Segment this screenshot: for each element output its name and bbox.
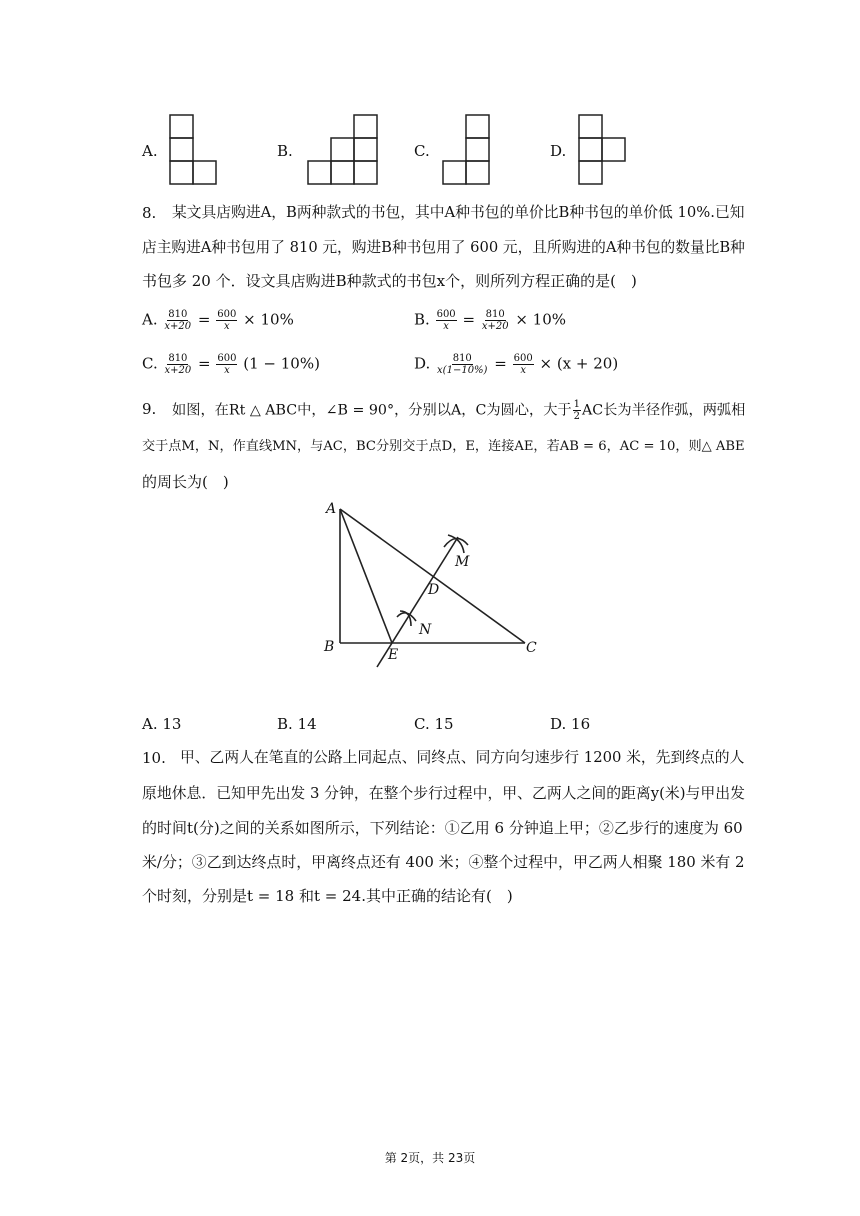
point-c-label: C [526,640,537,656]
q10-line-5: 个时刻，分别是t = 18 和t = 24.其中正确的结论有( ) [142,887,513,905]
q9-option-d: D. 16 [550,715,591,733]
q7-option-b-figure [304,113,380,187]
q10-line-2: 原地休息．已知甲先出发 3 分钟，在整个步行过程中，甲、乙两人之间的距离y(米)与甲出发 [142,784,745,802]
fraction-denominator: x+20 [164,321,192,332]
q10-line-3: 的时间t(分)之间的关系如图所示，下列结论：①乙用 6 分钟追上甲；②乙步行的速度为 60 [142,819,743,837]
fraction-denominator: x [224,365,230,376]
fraction-denominator: x [224,321,230,332]
q8-option-b-fraction-2 [481,309,510,332]
q7-option-c-label: C. [414,142,430,160]
fraction-denominator: x+20 [481,321,509,332]
fraction-denominator: x+20 [164,365,192,376]
q8-option-d-fraction-2 [513,353,534,376]
q8-option-c [142,353,320,376]
q10-line-4: 米/分；③乙到达终点时，甲离终点还有 400 米；④整个过程中，甲乙两人相聚 180 米有 2 [142,853,745,871]
q8-line-1: 某文具店购进A，B两种款式的书包，其中A种书包的单价比B种书包的单价低 10%.已知 [172,204,745,221]
q8-option-b [414,309,566,332]
q7-option-d-label: D. [550,142,567,160]
page-footer: 第 2页，共 23页 [384,1151,476,1165]
q8-line-3: 书包多 20 个．设文具店购进B种款式的书包x个，则所列方程正确的是( ) [142,272,637,290]
one-half-fraction [573,399,581,422]
q9-option-c: C. 15 [414,715,454,733]
fraction-denominator: x(1−10%) [437,365,488,376]
q8-option-a-label: A. [142,310,158,329]
fraction-numerator: 600 [217,309,237,320]
q8-option-b-label: B. [414,310,430,329]
point-m-label: M [455,554,470,570]
q9-triangle-figure [318,495,548,673]
q9-line-1-part-1: 如图，在Rt △ ABC中，∠B = 90°，分别以A，C为圆心，大于 [172,402,572,419]
q8-option-a-fraction-1 [163,309,192,332]
segment-ac [340,509,525,643]
fraction-numerator: 810 [168,309,188,320]
q8-option-c-tail: (1 − 10%) [243,354,320,373]
q9-line-2: 交于点M，N，作直线MN，与AC，BC分别交于点D，E，连接AE，若AB = 6，AC = 10，则△ ABE [142,439,745,454]
q8-option-c-label: C. [142,354,158,373]
q8-option-d-label: D. [414,354,431,373]
q10-line-1: 甲、乙两人在笔直的公路上同起点、同终点、同方向匀速步行 1200 米，先到终点的人 [180,749,745,766]
q9-number: 9. [142,400,157,418]
point-b-label: B [324,639,335,655]
q9-option-b: B. 14 [277,715,317,733]
equals-sign: = [197,310,211,329]
q7-option-c-figure [441,113,493,187]
fraction-numerator: 810 [452,353,472,364]
point-n-label: N [419,622,432,638]
fraction-denominator: 2 [573,411,581,422]
fraction-numerator: 600 [217,353,237,364]
q9-line-1 [172,399,745,422]
q7-option-b-label: B. [277,142,293,160]
q7-option-d-figure [577,113,629,187]
fraction-numerator: 1 [573,399,581,410]
q8-option-a-tail: × 10% [243,310,294,329]
q8-option-d [414,353,618,376]
q8-option-a-fraction-2 [216,309,237,332]
q8-option-c-fraction-1 [164,353,193,376]
q8-option-b-tail: × 10% [515,310,567,329]
segment-ae [340,509,392,643]
q8-option-d-fraction-1 [436,353,488,376]
q9-option-a: A. 13 [142,715,182,733]
q8-option-c-fraction-2 [216,353,237,376]
fraction-denominator: x [443,321,449,332]
fraction-numerator: 810 [168,353,188,364]
q9-line-1-part-2: AC长为半径作弧，两弧相 [582,402,746,419]
fraction-denominator: x [520,365,526,376]
q7-option-a-label: A. [142,142,158,160]
q8-number: 8. [142,204,157,222]
q8-line-2: 店主购进A种书包用了 810 元，购进B种书包用了 600 元，且所购进的A种书包的数量比B种 [142,239,745,256]
q8-option-b-fraction-1 [436,309,457,332]
fraction-numerator: 600 [513,353,533,364]
q8-option-a [142,309,294,332]
q10-number: 10. [142,749,166,767]
point-d-label: D [428,582,440,598]
fraction-numerator: 600 [436,309,456,320]
fraction-numerator: 810 [485,309,505,320]
equals-sign: = [462,310,476,329]
equals-sign: = [494,354,507,373]
q7-option-a-figure [168,113,220,187]
q9-line-3: 的周长为( ) [142,473,229,491]
point-a-label: A [326,501,337,517]
equals-sign: = [198,354,211,373]
q8-option-d-tail: × (x + 20) [539,354,619,373]
point-e-label: E [388,647,399,663]
